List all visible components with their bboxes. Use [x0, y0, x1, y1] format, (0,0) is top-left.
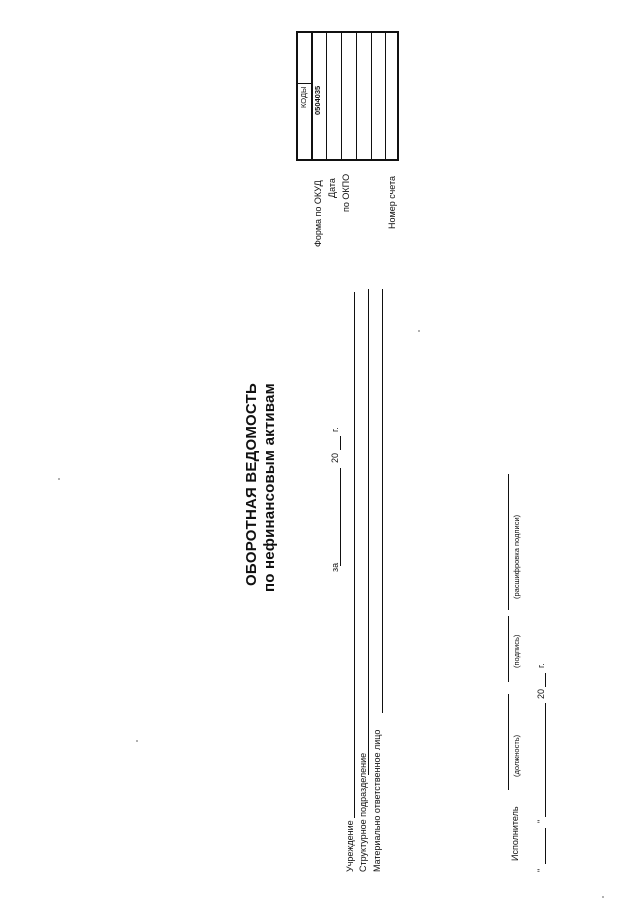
- codes-col-divider: [371, 33, 372, 159]
- codes-header: КОДЫ: [299, 86, 308, 108]
- date-day-line[interactable]: [545, 828, 546, 864]
- codes-table: [296, 31, 399, 161]
- scan-speck: [136, 740, 138, 742]
- position-caption: (должность): [512, 734, 521, 777]
- institution-line[interactable]: [354, 292, 355, 818]
- position-line[interactable]: [508, 694, 509, 790]
- department-label: Структурное подразделение: [358, 752, 368, 872]
- period-date-line: [340, 468, 341, 566]
- codes-col-divider: [326, 33, 327, 159]
- document-subtitle: по нефинансовым активам: [261, 383, 278, 592]
- period-prefix: за: [330, 562, 340, 572]
- form-okud-label: Форма по ОКУД: [313, 180, 323, 247]
- decoding-line[interactable]: [508, 474, 509, 610]
- institution-label: Учреждение: [345, 820, 355, 872]
- executor-label: Исполнитель: [510, 806, 520, 861]
- codes-col-divider: [341, 33, 342, 159]
- responsible-label: Материально ответственное лицо: [372, 729, 382, 872]
- date-year-line[interactable]: [545, 673, 546, 687]
- scan-speck: [602, 896, 604, 898]
- date-month-line[interactable]: [545, 703, 546, 817]
- responsible-line[interactable]: [382, 289, 383, 713]
- codes-col-divider: [385, 33, 386, 159]
- date-quote-open: ": [536, 868, 546, 872]
- date-label: Дата: [327, 178, 337, 198]
- codes-header-divider: [298, 83, 312, 84]
- date-quote-close: ": [536, 819, 546, 823]
- signature-line[interactable]: [508, 616, 509, 682]
- okpo-label: по ОКПО: [341, 173, 351, 212]
- signature-caption: (подпись): [512, 634, 521, 668]
- decoding-caption: (расшифровка подписи): [512, 514, 521, 599]
- date-year-prefix: 20: [536, 688, 546, 699]
- okud-code-value[interactable]: 0504035: [313, 85, 322, 115]
- period-year-prefix: 20: [330, 452, 340, 463]
- document-title: ОБОРОТНАЯ ВЕДОМОСТЬ: [243, 383, 260, 586]
- period-year-suffix: г.: [330, 427, 340, 432]
- account-number-label: Номер счета: [387, 175, 397, 229]
- codes-col-divider: [356, 33, 357, 159]
- period-year-line: [340, 436, 341, 450]
- department-line[interactable]: [368, 289, 369, 775]
- date-year-suffix: г.: [536, 663, 546, 668]
- scan-speck: [418, 330, 420, 332]
- scan-speck: [58, 478, 60, 480]
